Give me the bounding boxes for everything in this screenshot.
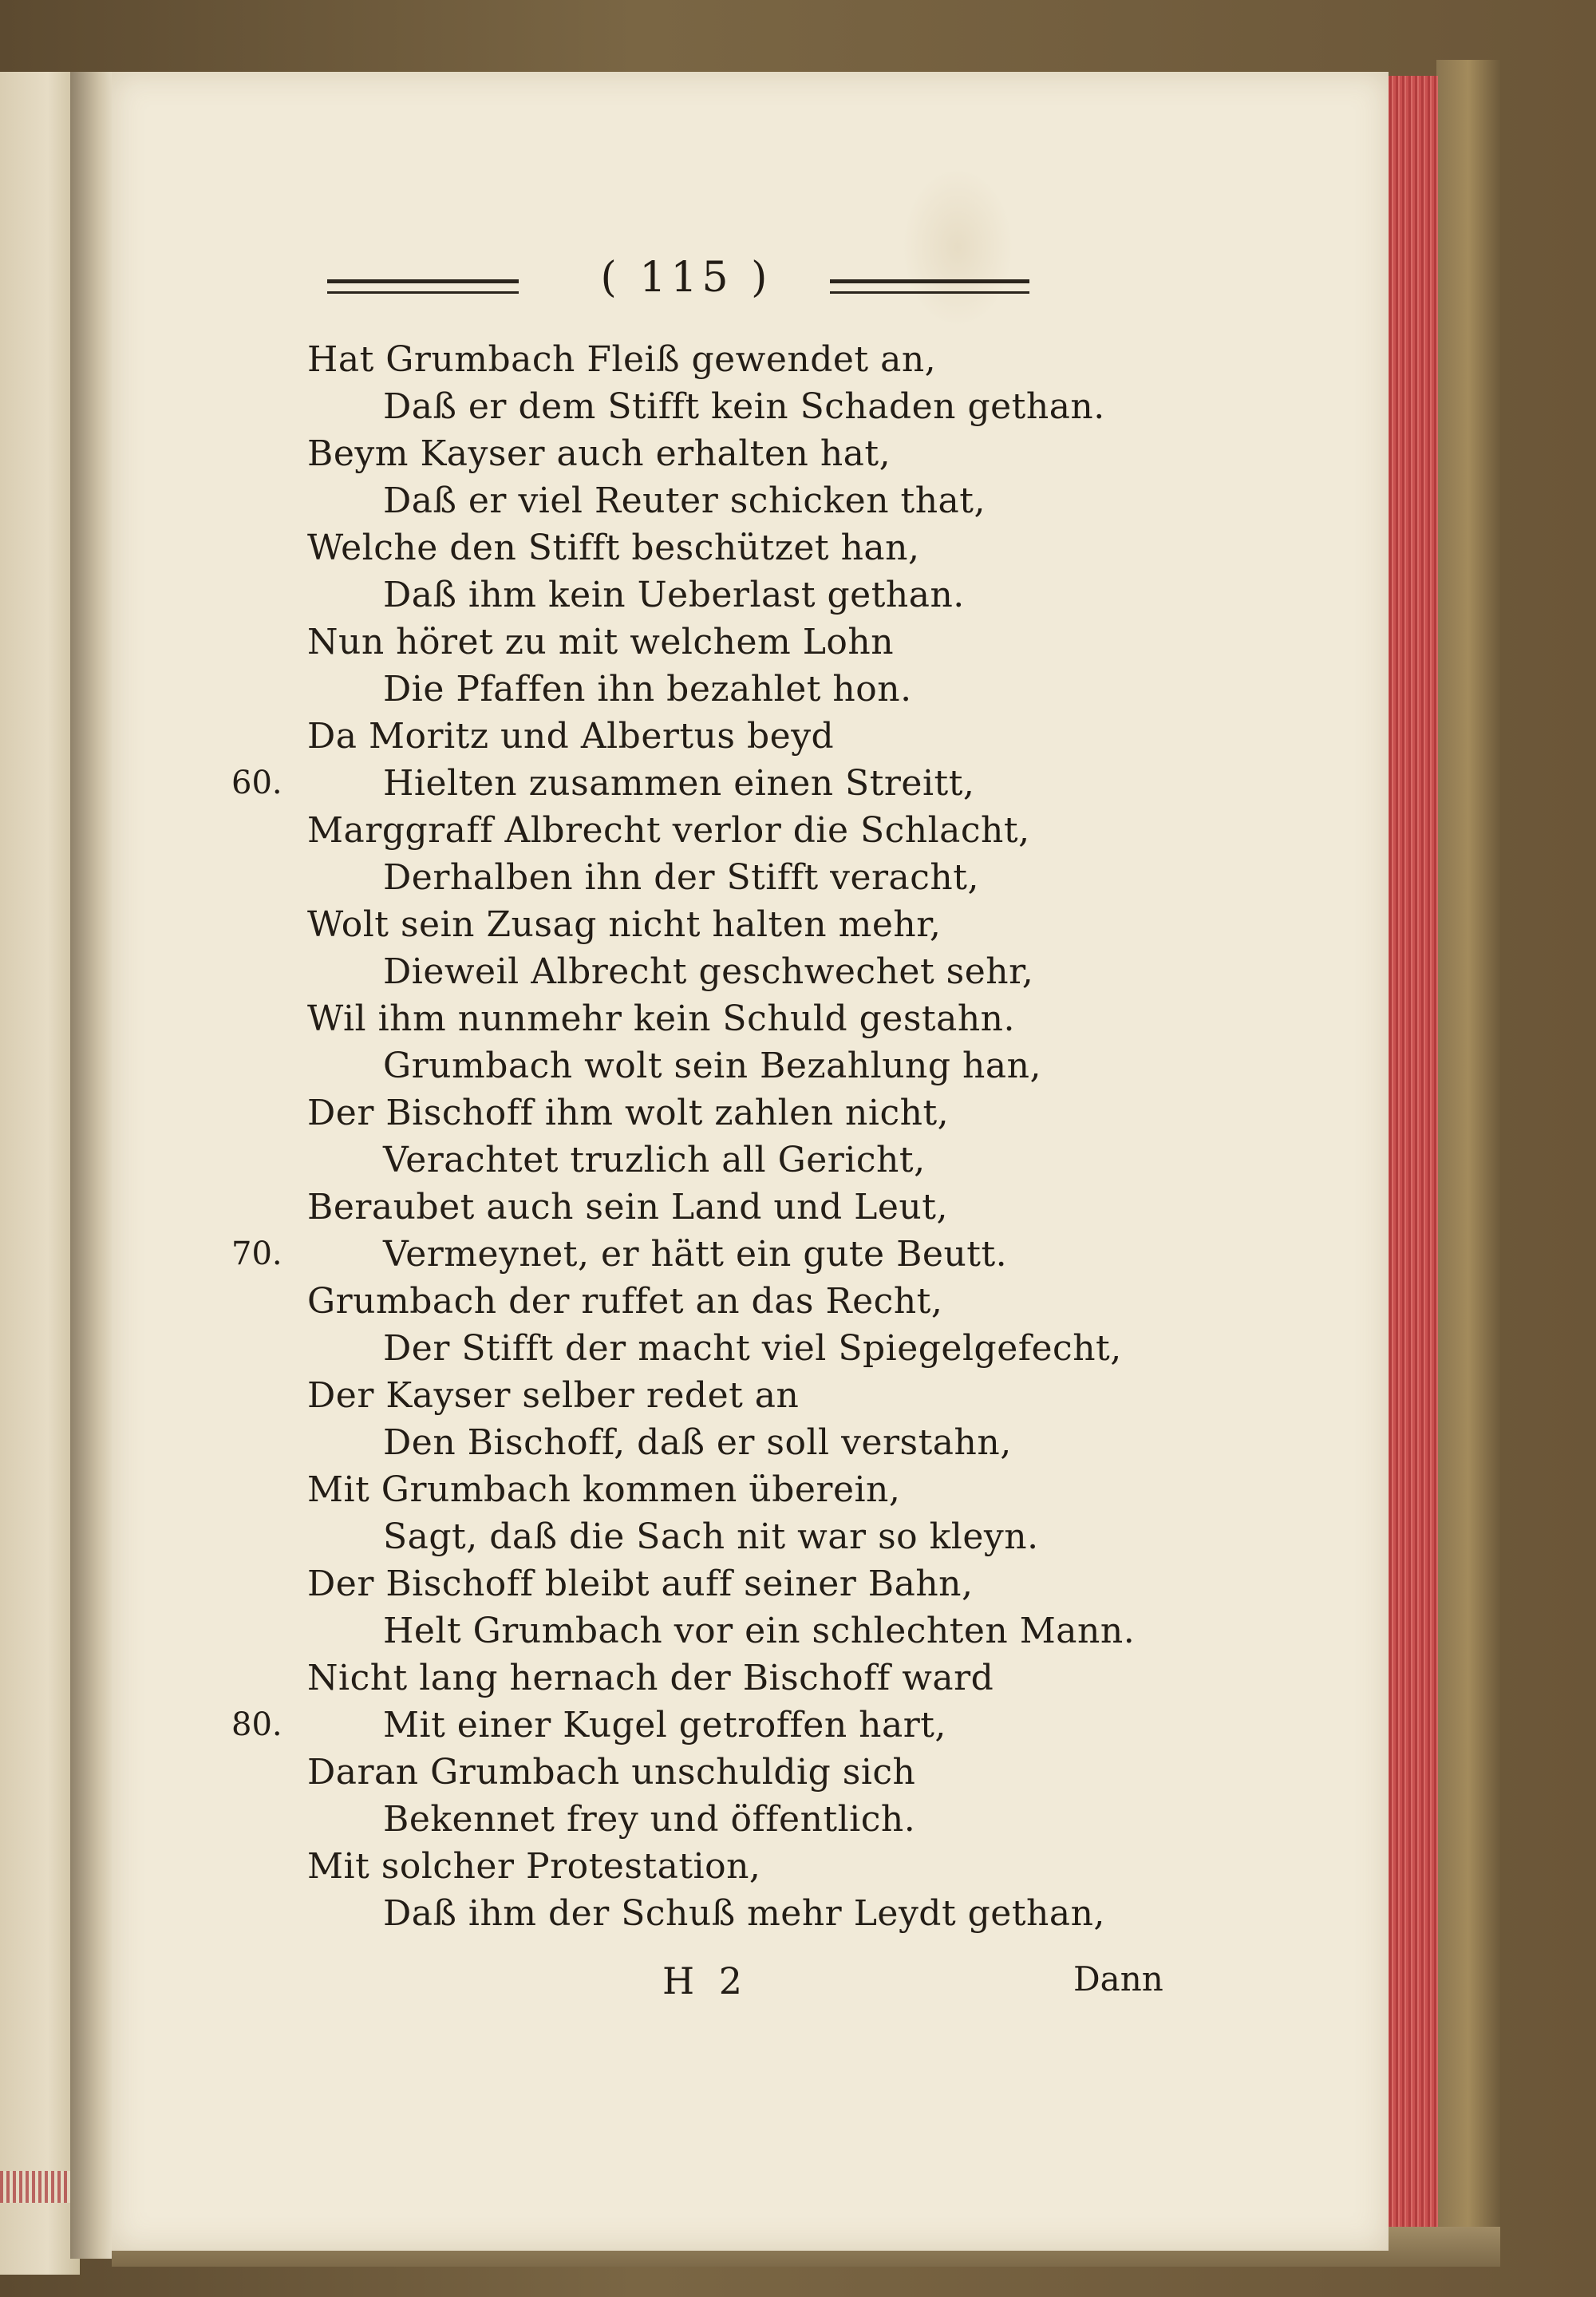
catchword: Dann <box>1073 1959 1163 1999</box>
poem-line: Sagt, daß die Sach nit war so kleyn. <box>383 1516 1039 1557</box>
poem-line: Grumbach der ruffet an das Recht, <box>307 1281 943 1322</box>
line-number: 70. <box>231 1235 282 1272</box>
poem-line: Der Bischoff ihm wolt zahlen nicht, <box>307 1093 950 1133</box>
poem-line: Die Pfaffen ihn bezahlet hon. <box>383 669 912 710</box>
poem-line: Daß er viel Reuter schicken that, <box>383 480 986 521</box>
poem-line: Der Bischoff bleibt auff seiner Bahn, <box>307 1564 974 1604</box>
poem-line: Da Moritz und Albertus beyd <box>307 716 835 757</box>
poem-line: Der Kayser selber redet an <box>307 1375 800 1416</box>
poem-line: Beym Kayser auch erhalten hat, <box>307 433 891 474</box>
poem-line: Wolt sein Zusag nicht halten mehr, <box>307 904 942 945</box>
poem-line: Mit solcher Protestation, <box>307 1846 761 1887</box>
poem-line: Dieweil Albrecht geschwechet sehr, <box>383 951 1034 992</box>
line-number: 60. <box>231 765 282 801</box>
poem-line: Derhalben ihn der Stifft veracht, <box>383 857 979 898</box>
poem-line: Mit einer Kugel getroffen hart, <box>383 1705 946 1745</box>
poem-line: Daß ihm der Schuß mehr Leydt gethan, <box>383 1893 1105 1934</box>
poem-line: Beraubet auch sein Land und Leut, <box>307 1187 948 1228</box>
page-number: ( 115 ) <box>600 254 772 302</box>
poem-line: Mit Grumbach kommen überein, <box>307 1469 901 1510</box>
poem-line: Der Stifft der macht viel Spiegelgefecht, <box>383 1328 1122 1369</box>
line-number: 80. <box>231 1706 282 1743</box>
poem-line: Daß ihm kein Ueberlast gethan. <box>383 575 965 615</box>
poem-line: Marggraff Albrecht verlor die Schlacht, <box>307 810 1030 851</box>
poem-line: Hielten zusammen einen Streitt, <box>383 763 975 804</box>
poem-line: Den Bischoff, daß er soll verstahn, <box>383 1422 1012 1463</box>
poem-line: Daß er dem Stifft kein Schaden gethan. <box>383 386 1105 427</box>
poem-line: Hat Grumbach Fleiß gewendet an, <box>307 339 937 380</box>
poem-line: Bekennet frey und öffentlich. <box>383 1799 916 1840</box>
signature-mark: H 2 <box>662 1959 749 2002</box>
poem-line: Verachtet truzlich all Gericht, <box>383 1140 926 1180</box>
poem-line: Wil ihm nunmehr kein Schuld gestahn. <box>307 998 1015 1039</box>
poem-line: Grumbach wolt sein Bezahlung han, <box>383 1046 1041 1086</box>
poem-line: Helt Grumbach vor ein schlechten Mann. <box>383 1611 1136 1651</box>
poem-line: Nicht lang hernach der Bischoff ward <box>307 1658 994 1698</box>
poem-line: Daran Grumbach unschuldig sich <box>307 1752 916 1793</box>
poem-line: Vermeynet, er hätt ein gute Beutt. <box>383 1234 1008 1275</box>
poem-line: Nun höret zu mit welchem Lohn <box>307 622 895 662</box>
poem-line: Welche den Stifft beschützet han, <box>307 528 920 568</box>
